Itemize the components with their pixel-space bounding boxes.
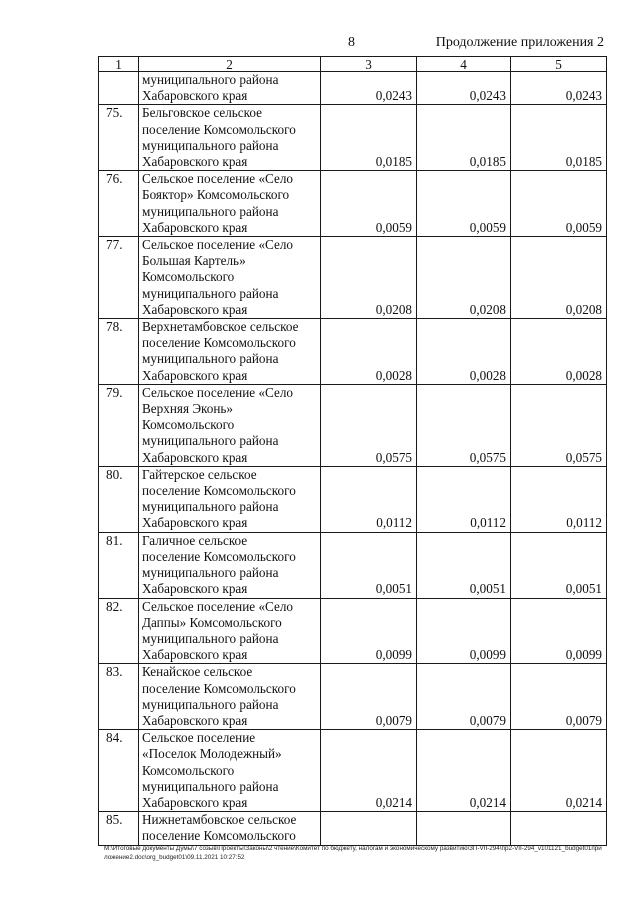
- value-c4: 0,0112: [417, 466, 511, 532]
- table-row: [99, 171, 607, 237]
- settlement-name: [139, 171, 321, 237]
- appendix-table: [98, 56, 607, 846]
- settlement-name-line: поселение Комсомольского: [142, 828, 296, 844]
- value-c4: 0,0575: [417, 384, 511, 466]
- settlement-name-line: Комсомольского: [142, 762, 235, 778]
- value-c5: 0,0214: [511, 730, 607, 812]
- value-c5: 0,0059: [511, 171, 607, 237]
- settlement-name: [139, 237, 321, 319]
- continuation-heading: Продолжение приложения 2: [435, 35, 604, 50]
- value-c5: 0,0051: [511, 532, 607, 598]
- value-c4: 0,0059: [417, 171, 511, 237]
- settlement-name-line: Бояктор» Комсомольского: [142, 187, 290, 203]
- table-row: [99, 237, 607, 319]
- column-header: 3: [321, 57, 417, 72]
- table-row: [99, 532, 607, 598]
- settlement-name-line: муниципального района: [142, 203, 279, 219]
- settlement-name-line: муниципального района: [142, 137, 279, 153]
- settlement-name-line: Кенайское сельское: [142, 664, 253, 680]
- settlement-name-line: муниципального района: [142, 351, 279, 367]
- settlement-name-line: Сельское поселение «Село: [142, 237, 294, 253]
- value-c3: 0,0079: [321, 664, 417, 730]
- settlement-name-line: Хабаровского края: [142, 88, 248, 104]
- value-c3: 0,0028: [321, 319, 417, 385]
- settlement-name: [139, 598, 321, 664]
- value-c4: 0,0243: [417, 72, 511, 105]
- settlement-name-line: Сельское поселение «Село: [142, 598, 294, 614]
- column-header: 1: [99, 57, 139, 72]
- settlement-name: [139, 730, 321, 812]
- table-row: [99, 72, 607, 105]
- value-c5: 0,0185: [511, 105, 607, 171]
- settlement-name-line: Большая Картель»: [142, 253, 246, 269]
- row-number: 81.: [99, 532, 139, 598]
- value-c5: 0,0575: [511, 384, 607, 466]
- settlement-name-line: Хабаровского края: [142, 301, 248, 317]
- value-c5: 0,0243: [511, 72, 607, 105]
- document-path-footer: M:\Итоговые документы Думы\7 созыв\Проекты\Законы\2 чтение\Комитет по бюджету, налогам и экономическому развитию\3П-VII-294\пр2-VII-294_v101121_budget01приложение2.doc\org_budget01\09.11.2021 10:27:52: [104, 845, 602, 861]
- value-c4: [417, 812, 511, 845]
- settlement-name-line: муниципального района: [142, 565, 279, 581]
- table-row: [99, 466, 607, 532]
- settlement-name-line: Бельговское сельское: [142, 105, 262, 121]
- table-row: [99, 319, 607, 385]
- table-row: [99, 730, 607, 812]
- settlement-name-line: муниципального района: [142, 72, 279, 87]
- row-number: 75.: [99, 105, 139, 171]
- settlement-name-line: Галичное сельское: [142, 532, 248, 548]
- settlement-name-line: поселение Комсомольского: [142, 483, 296, 499]
- table-row: [99, 812, 607, 845]
- value-c4: 0,0185: [417, 105, 511, 171]
- settlement-name-line: Хабаровского края: [142, 154, 248, 170]
- settlement-name-line: Сельское поселение: [142, 730, 256, 746]
- settlement-name-line: Хабаровского края: [142, 712, 248, 728]
- value-c5: [511, 812, 607, 845]
- table-header-row: [99, 57, 607, 72]
- column-header: 2: [139, 57, 321, 72]
- row-number: 76.: [99, 171, 139, 237]
- settlement-name-line: Нижнетамбовское сельское: [142, 812, 297, 828]
- value-c4: 0,0079: [417, 664, 511, 730]
- value-c5: 0,0208: [511, 237, 607, 319]
- settlement-name-line: муниципального района: [142, 433, 279, 449]
- row-number: 85.: [99, 812, 139, 845]
- table-row: [99, 105, 607, 171]
- settlement-name: [139, 72, 321, 105]
- value-c5: 0,0079: [511, 664, 607, 730]
- row-number: 77.: [99, 237, 139, 319]
- row-number: 84.: [99, 730, 139, 812]
- value-c4: 0,0028: [417, 319, 511, 385]
- value-c3: 0,0099: [321, 598, 417, 664]
- settlement-name-line: Хабаровского края: [142, 449, 248, 465]
- settlement-name: [139, 105, 321, 171]
- settlement-name-line: Хабаровского края: [142, 515, 248, 531]
- settlement-name: [139, 532, 321, 598]
- column-header: 5: [511, 57, 607, 72]
- row-number: 82.: [99, 598, 139, 664]
- value-c3: 0,0112: [321, 466, 417, 532]
- settlement-name-line: Комсомольского: [142, 417, 235, 433]
- row-number: 79.: [99, 384, 139, 466]
- value-c5: 0,0028: [511, 319, 607, 385]
- table-row: [99, 598, 607, 664]
- row-number: 80.: [99, 466, 139, 532]
- settlement-name-line: Верхняя Эконь»: [142, 401, 234, 417]
- value-c3: 0,0185: [321, 105, 417, 171]
- value-c4: 0,0208: [417, 237, 511, 319]
- settlement-name-line: Комсомольского: [142, 269, 235, 285]
- value-c3: 0,0575: [321, 384, 417, 466]
- settlement-name-line: Сельское поселение «Село: [142, 384, 294, 400]
- settlement-name-line: Хабаровского края: [142, 219, 248, 235]
- settlement-name-line: муниципального района: [142, 499, 279, 515]
- page-number: 8: [348, 35, 355, 50]
- settlement-name-line: муниципального района: [142, 778, 279, 794]
- settlement-name-line: поселение Комсомольского: [142, 548, 296, 564]
- value-c3: 0,0051: [321, 532, 417, 598]
- value-c4: 0,0099: [417, 598, 511, 664]
- table-row: [99, 384, 607, 466]
- settlement-name-line: Хабаровского края: [142, 647, 248, 663]
- settlement-name-line: Сельское поселение «Село: [142, 171, 294, 187]
- settlement-name: [139, 812, 321, 845]
- value-c3: [321, 812, 417, 845]
- settlement-name-line: Хабаровского края: [142, 581, 248, 597]
- value-c3: 0,0059: [321, 171, 417, 237]
- settlement-name: [139, 466, 321, 532]
- value-c4: 0,0214: [417, 730, 511, 812]
- settlement-name-line: муниципального района: [142, 285, 279, 301]
- table-row: [99, 664, 607, 730]
- settlement-name-line: муниципального района: [142, 696, 279, 712]
- settlement-name-line: «Поселок Молодежный»: [142, 746, 282, 762]
- value-c3: 0,0208: [321, 237, 417, 319]
- value-c5: 0,0099: [511, 598, 607, 664]
- settlement-name-line: муниципального района: [142, 630, 279, 646]
- value-c3: 0,0214: [321, 730, 417, 812]
- row-number: 78.: [99, 319, 139, 385]
- settlement-name-line: поселение Комсомольского: [142, 121, 296, 137]
- settlement-name-line: поселение Комсомольского: [142, 335, 296, 351]
- settlement-name-line: Гайтерское сельское: [142, 466, 257, 482]
- settlement-name: [139, 319, 321, 385]
- settlement-name-line: Даппы» Комсомольского: [142, 614, 282, 630]
- value-c4: 0,0051: [417, 532, 511, 598]
- row-number: 83.: [99, 664, 139, 730]
- value-c3: 0,0243: [321, 72, 417, 105]
- settlement-name-line: Хабаровского края: [142, 794, 248, 810]
- value-c5: 0,0112: [511, 466, 607, 532]
- settlement-name: [139, 384, 321, 466]
- settlement-name-line: поселение Комсомольского: [142, 680, 296, 696]
- settlement-name: [139, 664, 321, 730]
- settlement-name-line: Верхнетамбовское сельское: [142, 319, 299, 335]
- row-number: [99, 72, 139, 105]
- settlement-name-line: Хабаровского края: [142, 367, 248, 383]
- column-header: 4: [417, 57, 511, 72]
